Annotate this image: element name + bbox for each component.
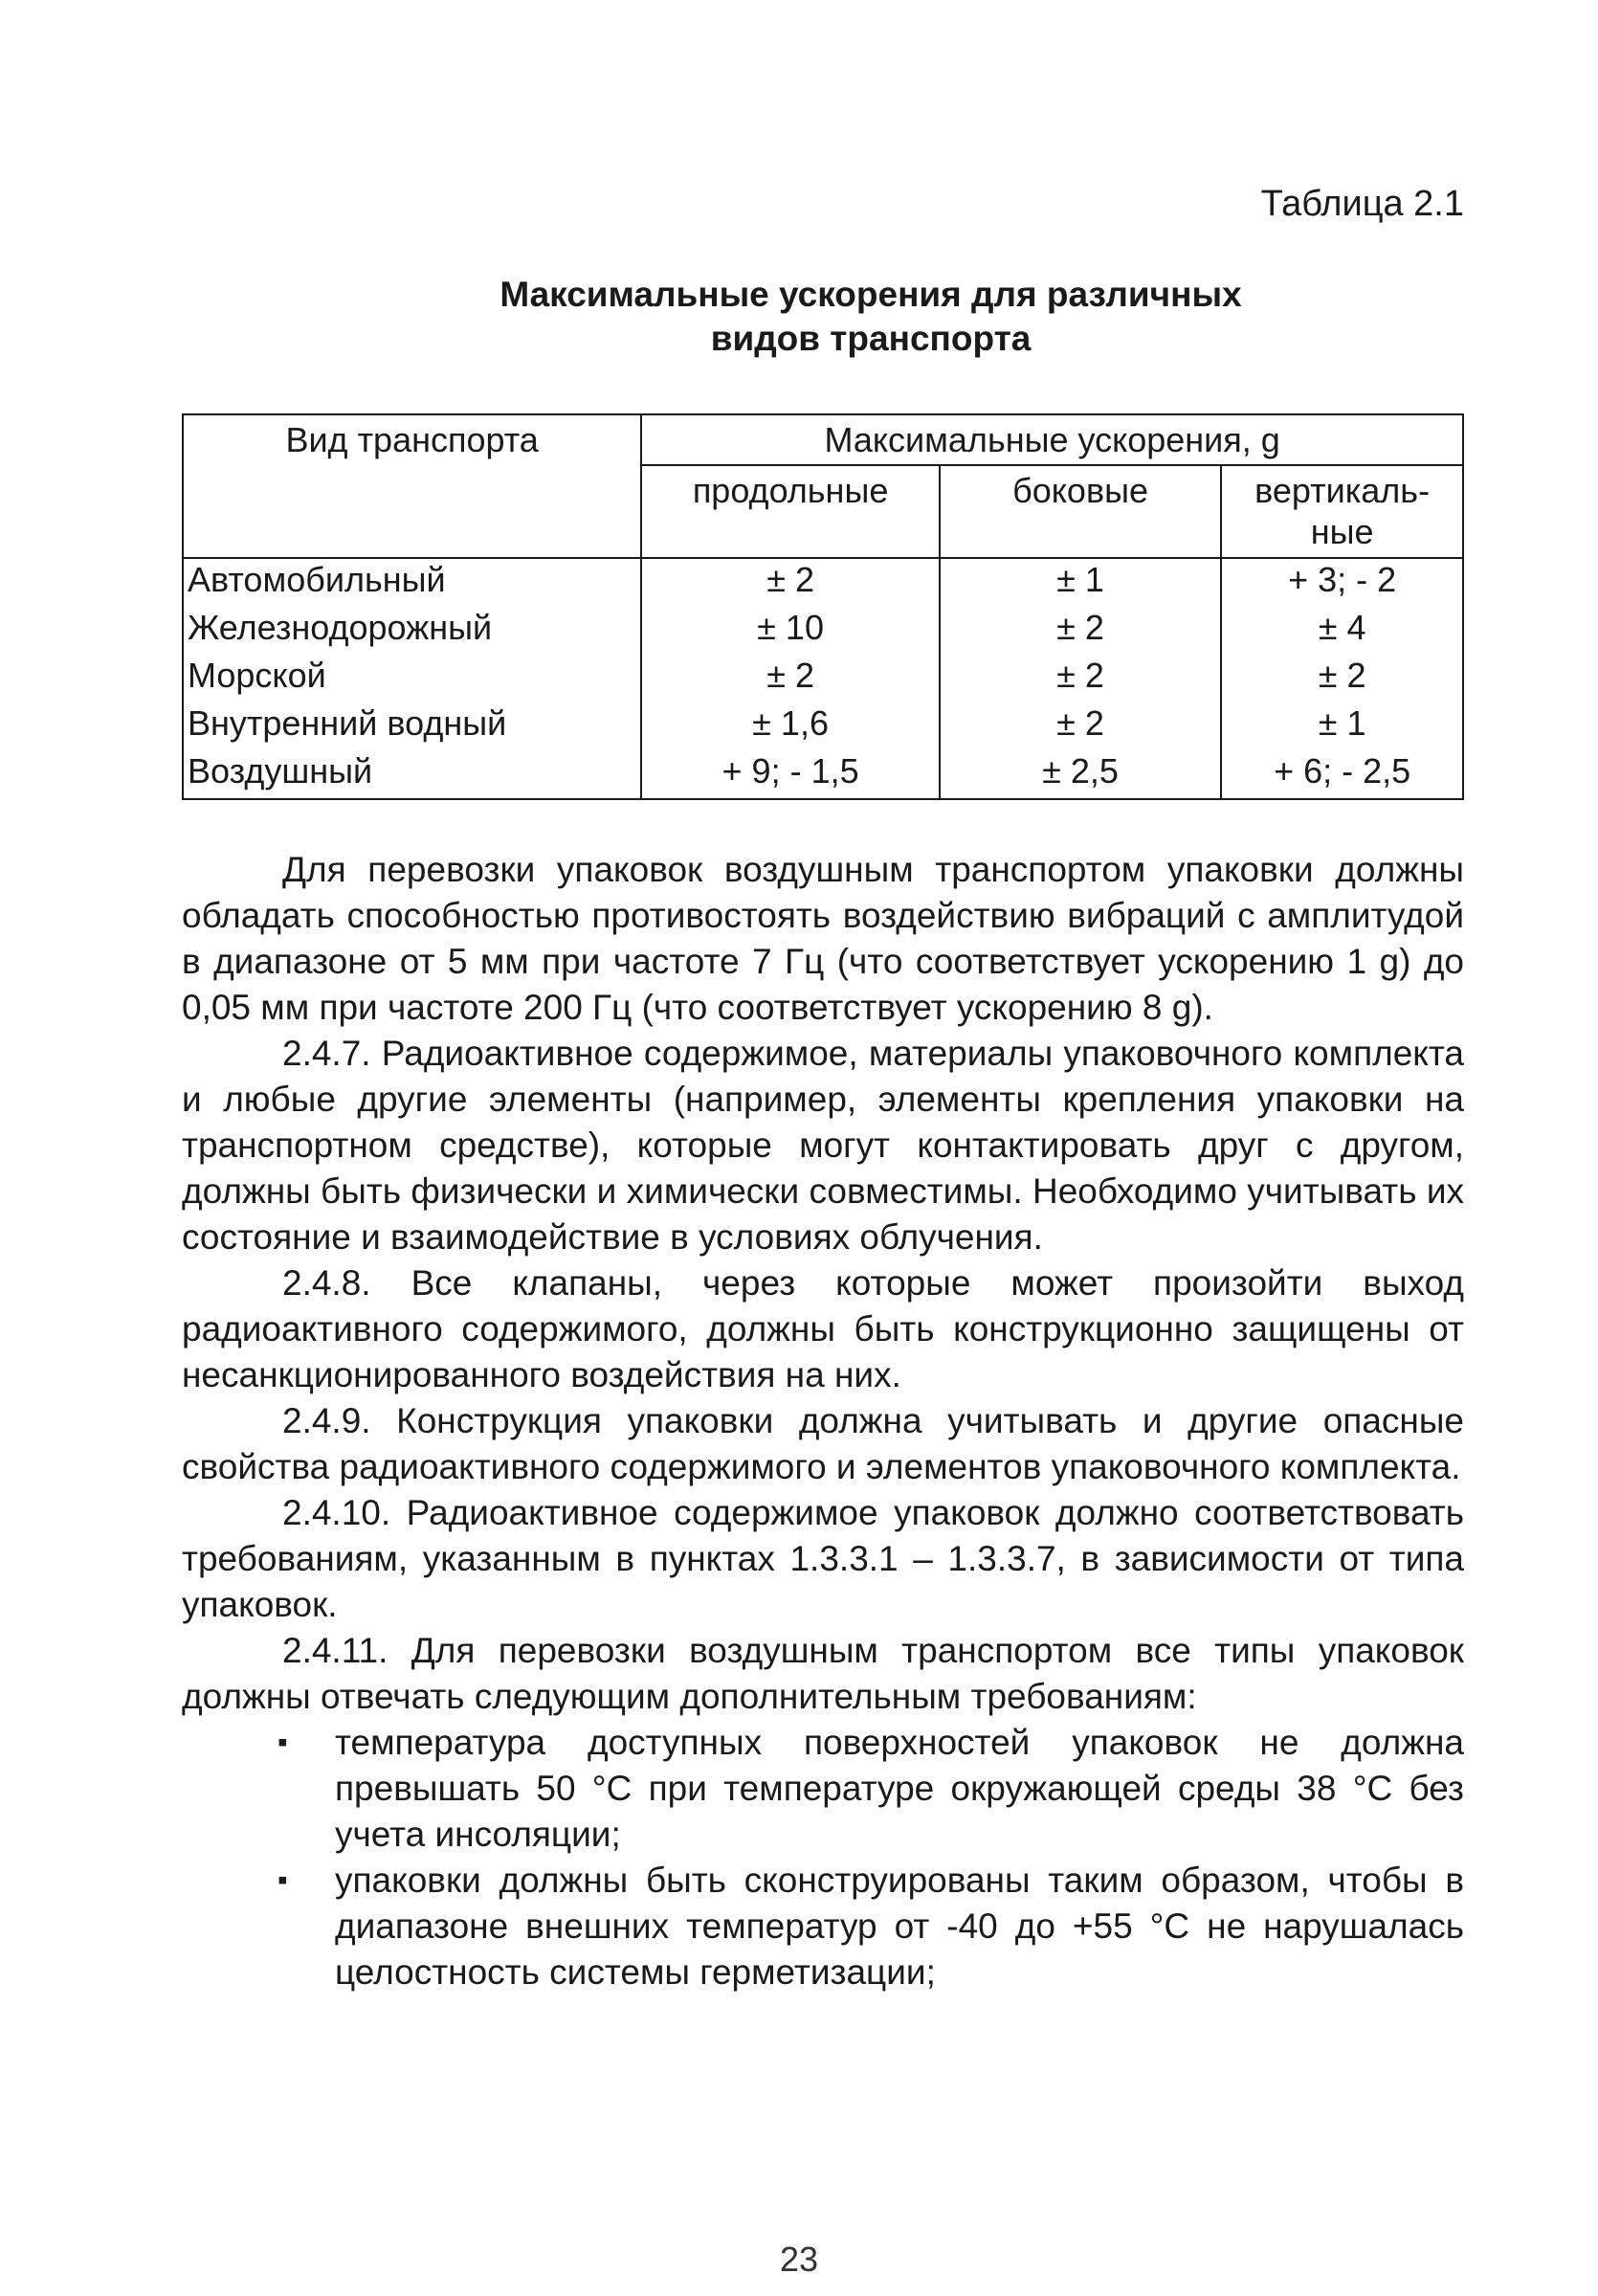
cell-lateral: ± 1 xyxy=(940,558,1221,607)
cell-vertical: ± 1 xyxy=(1221,702,1463,750)
cell-vertical: + 3; - 2 xyxy=(1221,558,1463,607)
table-title xyxy=(402,273,1340,362)
paragraph-2-4-8: 2.4.8. Все клапаны, через которые может произойти выход радиоактивного содержимого, должны быть конструкционно защищены от несанкционированного воздействия на них. xyxy=(182,1263,1464,1394)
table-title-line-2: видов транспорта xyxy=(710,319,1032,359)
body-text xyxy=(182,847,1464,1995)
cell-vertical: ± 2 xyxy=(1221,655,1463,702)
paragraph-air-transport-vibration: Для перевозки упаковок воздушным транспортом упаковки должны обладать способностью противостоять воздействию вибраций с амплитудой в диапазоне от 5 мм при частоте 7 Гц (что соответствует ускорению 1 g) до 0,05 мм при частоте 200 Гц (что соответствует ускорению 8 g). xyxy=(182,850,1464,1027)
paragraph-2-4-9: 2.4.9. Конструкция упаковки должна учитывать и другие опасные свойства радиоактивного содержимого и элементов упаковочного комплекта. xyxy=(182,1401,1464,1486)
header-transport-type: Вид транспорта xyxy=(183,414,641,558)
cell-longitudinal: ± 2 xyxy=(641,655,940,702)
cell-longitudinal: ± 2 xyxy=(641,558,940,607)
table-body xyxy=(183,558,1463,799)
table-title-line-1: Максимальные ускорения для различных xyxy=(499,275,1242,314)
cell-transport-type: Воздушный xyxy=(183,750,641,799)
header-vertical: вертикаль-ные xyxy=(1221,465,1463,557)
table-number: Таблица 2.1 xyxy=(1260,184,1464,224)
paragraph-2-4-11: 2.4.11. Для перевозки воздушным транспортом все типы упаковок должны отвечать следующим дополнительным требованиям: xyxy=(182,1631,1464,1716)
cell-lateral: ± 2,5 xyxy=(940,750,1221,799)
list-item-text: упаковки должны быть сконструированы таким образом, чтобы в диапазоне внешних температур от -40 до +55 °С не нарушалась целостность системы герметизации; xyxy=(335,1861,1464,1992)
table-row xyxy=(183,750,1463,799)
header-longitudinal: продольные xyxy=(641,465,940,557)
acceleration-table xyxy=(182,413,1464,800)
table-row xyxy=(183,702,1463,750)
table-row xyxy=(183,607,1463,655)
cell-lateral: ± 2 xyxy=(940,655,1221,702)
cell-vertical: + 6; - 2,5 xyxy=(1221,750,1463,799)
table-row xyxy=(183,558,1463,607)
list-item xyxy=(182,1720,1464,1858)
page-number: 23 xyxy=(779,2240,819,2279)
cell-vertical: ± 4 xyxy=(1221,607,1463,655)
paragraph-2-4-10: 2.4.10. Радиоактивное содержимое упаковок должно соответствовать требованиям, указанным в пунктах 1.3.3.1 – 1.3.3.7, в зависимости от типа упаковок. xyxy=(182,1493,1464,1624)
cell-transport-type: Автомобильный xyxy=(183,558,641,607)
cell-longitudinal: + 9; - 1,5 xyxy=(641,750,940,799)
cell-longitudinal: ± 1,6 xyxy=(641,702,940,750)
header-max-acceleration: Максимальные ускорения, g xyxy=(641,414,1463,465)
header-lateral: боковые xyxy=(940,465,1221,557)
cell-transport-type: Железнодорожный xyxy=(183,607,641,655)
cell-lateral: ± 2 xyxy=(940,607,1221,655)
cell-lateral: ± 2 xyxy=(940,702,1221,750)
requirements-list xyxy=(182,1720,1464,1995)
list-item xyxy=(182,1858,1464,1995)
cell-transport-type: Внутренний водный xyxy=(183,702,641,750)
cell-transport-type: Морской xyxy=(183,655,641,702)
table-row xyxy=(183,655,1463,702)
paragraph-2-4-7: 2.4.7. Радиоактивное содержимое, материалы упаковочного комплекта и любые другие элементы (например, элементы крепления упаковки на транспортном средстве), которые могут контактировать друг с другом, должны быть физически и химически совместимы. Необходимо учитывать их состояние и взаимодействие в условиях облучения. xyxy=(182,1034,1464,1257)
bullet-icon: ▪ xyxy=(277,1727,288,1758)
cell-longitudinal: ± 10 xyxy=(641,607,940,655)
bullet-icon: ▪ xyxy=(277,1864,288,1896)
list-item-text: температура доступных поверхностей упаковок не должна превышать 50 °С при температуре окружающей среды 38 °С без учета инсоляции; xyxy=(335,1723,1464,1854)
